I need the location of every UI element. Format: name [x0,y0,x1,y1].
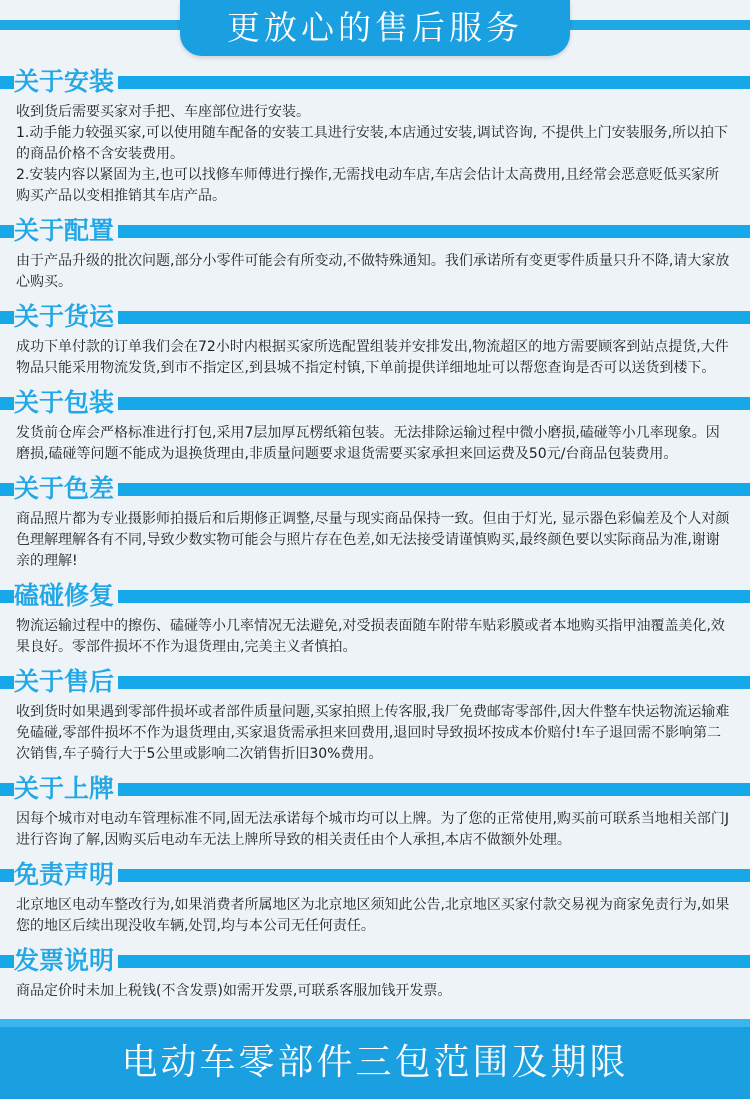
section-body: 成功下单付款的订单我们会在72小时内根据买家所选配置组装并安排发出,物流超区的地方需要顾客到站点提货,大件物品只能采用物流发货,到市不指定区,到县城不指定村镇,下单前提供详细地址可以帮您查询是否可以送货到楼下。 [16,339,729,376]
section-body: 商品照片都为专业摄影师拍摄后和后期修正调整,尽量与现实商品保持一致。但由于灯光, 显示器色彩偏差及个人对颜色理解理解各有不同,导致少数实物可能会与照片存在色差,如无法接受请谨慎购买,最终颜色要以实际商品为准,谢谢亲的理解! [16,511,730,569]
footer-stripe [0,1019,750,1027]
section-disclaimer [0,857,750,943]
section-config [0,213,750,299]
section-title: 免责声明 [14,859,118,891]
section-packaging [0,385,750,471]
section-body: 发货前仓库会严格标准进行打包,采用7层加厚瓦楞纸箱包装。无法排除运输过程中微小磨损,磕碰等小几率现象。因磨损,磕碰等问题不能成为退换货理由,非质量问题要求退货需要买家承担来回运费及50元/台商品包装费用。 [16,425,720,462]
section-body: 收到货后需要买家对手把、车座部位进行安装。 1.动手能力较强买家,可以使用随车配备的安装工具进行安装,本店通过安装,调试咨询, 不提供上门安装服务,所以拍下的商品价格不含安装费用。 2.安装内容以紧固为主,也可以找修车师傅进行操作,无需找电动车店,车店会估计太高费用,且经常会恶意贬低买家所购买产品以变相推销其车店产品。 [16,104,729,204]
section-damage-repair [0,578,750,664]
section-install [0,64,750,213]
policy-list [0,64,750,1008]
section-body: 商品定价时未加上税钱(不含发票)如需开发票,可联系客服加钱开发票。 [16,983,452,999]
section-title: 发票说明 [14,945,118,977]
section-body: 北京地区电动车整改行为,如果消费者所属地区为北京地区须知此公告,北京地区买家付款交易视为商家免责行为,如果您的地区后续出现没收车辆,处罚,均与本公司无任何责任。 [16,897,730,934]
section-shipping [0,299,750,385]
section-invoice [0,943,750,1008]
section-registration [0,771,750,857]
section-title: 关于上牌 [14,773,118,805]
section-title: 关于配置 [14,215,118,247]
section-body: 因每个城市对电动车管理标准不同,固无法承诺每个城市均可以上牌。为了您的正常使用,购买前可联系当地相关部门J进行咨询了解,因购买后电动车无法上牌所导致的相关责任由个人承担,本店不做额外处理。 [16,811,730,848]
section-title: 关于售后 [14,666,118,698]
section-body: 收到货时如果遇到零部件损坏或者部件质量问题,买家拍照上传客服,我厂免费邮寄零部件,因大件整车快运物流运输难免磕碰,零部件损坏不作为退货理由,买家退货需承担来回费用,退回时导致损坏按成本价赔付!车子退回需不影响第二次销售,车子骑行大于5公里或影响二次销售折旧30%费用。 [16,704,730,762]
section-title: 磕碰修复 [14,580,118,612]
section-after-sales [0,664,750,771]
section-color-difference [0,471,750,578]
section-title: 关于色差 [14,473,118,505]
section-title: 关于货运 [14,301,118,333]
section-title: 关于包装 [14,387,118,419]
footer-banner: 电动车零部件三包范围及期限 [0,1027,750,1099]
page-title: 更放心的售后服务 [180,0,570,56]
section-body: 物流运输过程中的擦伤、磕碰等小几率情况无法避免,对受损表面随车附带车贴彩膜或者本地购买指甲油覆盖美化,效果良好。零部件损坏不作为退货理由,完美主义者慎拍。 [16,618,725,655]
section-body: 由于产品升级的批次问题,部分小零件可能会有所变动,不做特殊通知。我们承诺所有变更零件质量只升不降,请大家放心购买。 [16,253,730,290]
section-title: 关于安装 [14,66,118,98]
